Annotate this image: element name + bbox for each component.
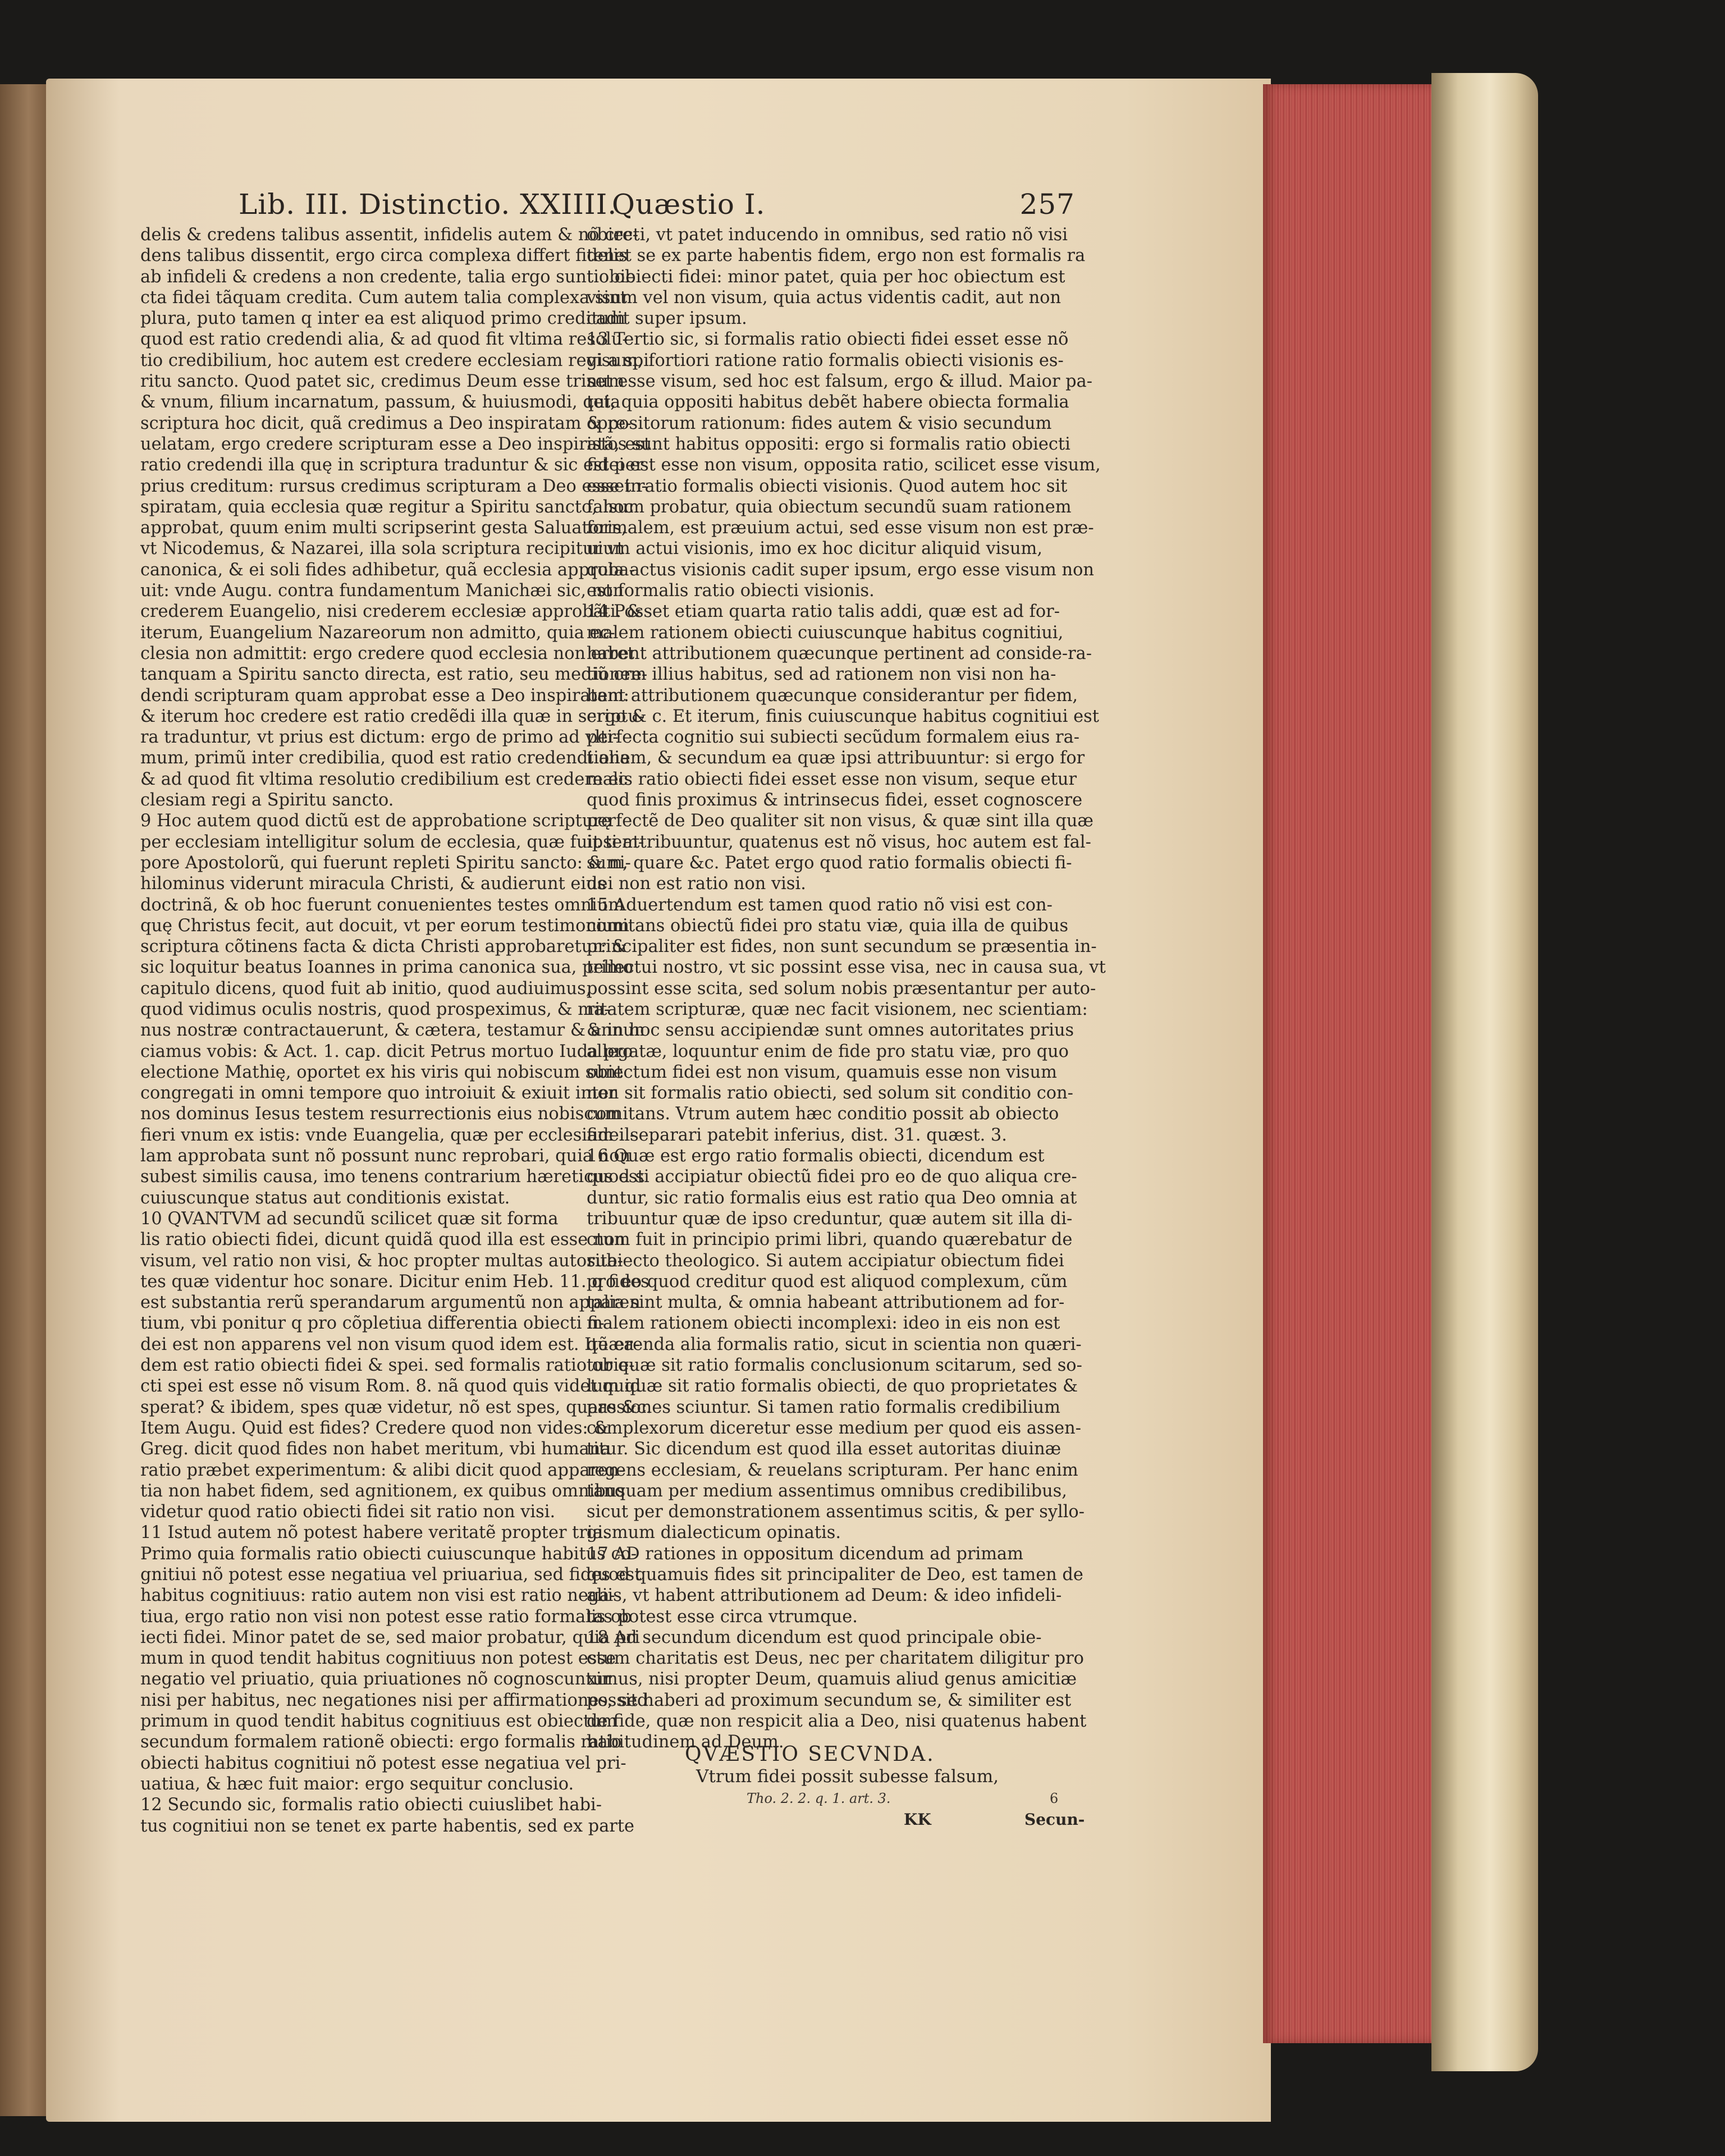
text-line: electione Mathię, oportet ex his viris qui nobiscum sunt bbox=[140, 1062, 623, 1082]
text-line: possint esse scita, sed solum nobis præsentantur per auto- bbox=[587, 978, 1096, 999]
text-line: visum, vel ratio non visi, & hoc propter multas autorita- bbox=[140, 1251, 624, 1271]
red-page-edges bbox=[1263, 84, 1437, 2043]
text-line: ab infideli & credens a non credente, talia ergo sunt obie bbox=[140, 267, 636, 287]
text-line: fidei separari patebit inferius, dist. 31. quæst. 3. bbox=[587, 1125, 1007, 1145]
text-line: crederem Euangelio, nisi crederem ecclesiæ approbãti. & bbox=[140, 602, 642, 622]
text-line: pro eo quod creditur quod est aliquod complexum, cũm bbox=[587, 1271, 1068, 1292]
text-line: 11 Istud autem nõ potest habere veritatẽ propter tria. bbox=[140, 1523, 608, 1543]
text-line: delis & credens talibus assentit, infidelis autem & nõ cre- bbox=[140, 225, 639, 245]
text-line: subiecto theologico. Si autem accipiatur obiectum fidei bbox=[587, 1251, 1064, 1271]
text-line: 18 Ad secundum dicendum est quod principale obie- bbox=[587, 1627, 1042, 1647]
text-line: approbat, quum enim multi scripserint gesta Saluatoris, bbox=[140, 518, 627, 538]
text-line: cadit super ipsum. bbox=[587, 309, 747, 329]
text-line: ctum charitatis est Deus, nec per charitatem diligitur pro bbox=[587, 1649, 1084, 1669]
text-line: ra traduntur, vt prius est dictum: ergo de primo ad vlti- bbox=[140, 727, 619, 748]
text-line: & vnum, filium incarnatum, passum, & huiusmodi, quia bbox=[140, 392, 621, 413]
running-head bbox=[239, 188, 1075, 227]
text-line: hilominus viderunt miracula Christi, & audierunt eius bbox=[140, 874, 606, 894]
text-line: fidei est esse non visum, opposita ratio, scilicet esse visum, bbox=[587, 455, 1101, 475]
text-column-left bbox=[140, 225, 652, 1837]
text-line: tionem illius habitus, sed ad rationem non visi non ha- bbox=[587, 665, 1056, 685]
text-line: ratio credendi illa quę in scriptura traduntur & sic est per bbox=[140, 455, 644, 475]
text-line: obiecti habitus cognitiui nõ potest esse negatiua vel pri- bbox=[140, 1753, 626, 1773]
text-line: uium actui visionis, imo ex hoc dicitur aliquid visum, bbox=[587, 539, 1043, 559]
text-line: tellectui nostro, vt sic possint esse visa, nec in causa sua, vt bbox=[587, 958, 1106, 978]
text-line: sic loquitur beatus Ioannes in prima canonica sua, primo bbox=[140, 958, 633, 978]
text-line: & iterum hoc credere est ratio credẽdi illa quæ in scriptu- bbox=[140, 706, 645, 726]
text-line: 12 Secundo sic, formalis ratio obiecti cuiuslibet habi- bbox=[140, 1795, 602, 1815]
text-line: lis ratio obiecti fidei, dicunt quidã quod illa est esse non bbox=[140, 1230, 626, 1250]
text-line: 17 AD rationes in oppositum dicendum ad primam bbox=[587, 1544, 1023, 1564]
text-line: malem rationem obiecti incomplexi: ideo in eis non est bbox=[587, 1313, 1060, 1334]
text-line: prius creditum: rursus credimus scripturam a Deo esse in- bbox=[140, 476, 647, 496]
text-line: iecti fidei. Minor patet de se, sed maior probatur, quia pri bbox=[140, 1627, 640, 1647]
text-line: 15 Aduertendum est tamen quod ratio nõ visi est con- bbox=[587, 895, 1053, 915]
text-line: allegatæ, loquuntur enim de fide pro statu viæ, pro quo bbox=[587, 1041, 1069, 1061]
text-line: esset ratio formalis obiecti visionis. Quod autem hoc sit bbox=[587, 476, 1068, 496]
text-line: tanquam a Spiritu sancto directa, est ratio, seu mediũ cre- bbox=[140, 665, 648, 685]
running-head-right: Quæstio I. bbox=[612, 188, 766, 221]
text-line: ximus, nisi propter Deum, quamuis aliud genus amicitiæ bbox=[587, 1669, 1077, 1690]
text-line: visum vel non visum, quia actus videntis cadit, aut non bbox=[587, 287, 1061, 308]
text-line: ritatem scripturæ, quæ nec facit visionem, nec scientiam: bbox=[587, 999, 1088, 1019]
text-line: clesia non admittit: ergo credere quod ecclesia non erret bbox=[140, 643, 634, 663]
text-line: comitans. Vtrum autem hæc conditio possit ab obiecto bbox=[587, 1104, 1059, 1124]
text-line: est formalis ratio obiecti visionis. bbox=[587, 581, 875, 601]
text-line: quod finis proximus & intrinsecus fidei, esset cognoscere bbox=[587, 790, 1083, 811]
text-line: 10 QVANTVM ad secundũ scilicet quæ sit forma bbox=[140, 1209, 559, 1229]
text-line: congregati in omni tempore quo introiuit & exiuit inter bbox=[140, 1083, 617, 1104]
text-line: principaliter est fides, non sunt secundum se præsentia in- bbox=[587, 937, 1097, 957]
question-reference: Tho. 2. 2. q. 1. art. 3. bbox=[747, 1791, 891, 1806]
text-line: Greg. dicit quod fides non habet meritum, vbi humana bbox=[140, 1439, 611, 1459]
text-line: formalem, est præuium actui, sed esse visum non est præ- bbox=[587, 518, 1094, 538]
text-line: quærenda alia formalis ratio, sicut in scientia non quæri- bbox=[587, 1334, 1082, 1354]
text-line: subest similis causa, imo tenens contrarium hæreticus est bbox=[140, 1167, 644, 1187]
text-line: falsum probatur, quia obiectum secundũ suam rationem bbox=[587, 497, 1072, 517]
text-line: & in hoc sensu accipiendæ sunt omnes autoritates prius bbox=[587, 1020, 1074, 1041]
text-line: habitudinem ad Deum. bbox=[587, 1732, 784, 1752]
text-line: canonica, & ei soli fides adhibetur, quã ecclesia approba- bbox=[140, 560, 635, 580]
text-line: scriptura hoc dicit, quã credimus a Deo inspiratam & re- bbox=[140, 413, 632, 433]
text-line: ctum fuit in principio primi libri, quando quærebatur de bbox=[587, 1230, 1073, 1250]
text-line: cuiuscunque status aut conditionis existat. bbox=[140, 1188, 510, 1208]
text-line: visum, fortiori ratione ratio formalis obiecti visionis es- bbox=[587, 350, 1064, 370]
text-line: tio obiecti fidei: minor patet, quia per hoc obiectum est bbox=[587, 267, 1065, 287]
text-line: mum, primũ inter credibilia, quod est ratio credendi alia bbox=[140, 748, 630, 768]
text-line: set esse visum, sed hoc est falsum, ergo & illud. Maior pa- bbox=[587, 372, 1092, 392]
text-line: sperat? & ibidem, spes quæ videtur, nõ est spes, quare &c. bbox=[140, 1397, 652, 1417]
text-line: de fide, quæ non respicit alia a Deo, nisi quatenus habent bbox=[587, 1711, 1087, 1732]
text-line: sum, quare &c. Patet ergo quod ratio formalis obiecti fi- bbox=[587, 853, 1072, 873]
text-line: tia non habet fidem, sed agnitionem, ex quibus omnibus bbox=[140, 1481, 625, 1501]
signature-mark: KK bbox=[904, 1810, 931, 1829]
text-line: uit: vnde Augu. contra fundamentum Manichæi sic, non bbox=[140, 581, 624, 601]
text-line: ciamus vobis: & Act. 1. cap. dicit Petrus mortuo Iuda pro bbox=[140, 1041, 633, 1061]
text-line: uatiua, & hæc fuit maior: ergo sequitur conclusio. bbox=[140, 1774, 574, 1794]
text-line: tiua, ergo ratio non visi non potest esse ratio formalis ob bbox=[140, 1606, 632, 1627]
text-line: secundum formalem rationẽ obiecti: ergo formalis ratio bbox=[140, 1732, 622, 1752]
text-line: per ecclesiam intelligitur solum de ecclesia, quæ fuit tem- bbox=[140, 832, 644, 852]
text-line: non sit formalis ratio obiecti, sed solum sit conditio con- bbox=[587, 1083, 1073, 1104]
text-line: lam approbata sunt nõ possunt nunc reprobari, quia non bbox=[140, 1146, 631, 1166]
text-line: habitus cognitiuus: ratio autem non visi est ratio nega- bbox=[140, 1586, 615, 1606]
text-column-right bbox=[587, 225, 1106, 1753]
text-line: dendi scripturam quam approbat esse a Deo inspiratam: bbox=[140, 685, 630, 706]
text-line: spiratam, quia ecclesia quæ regitur a Spiritu sancto, hoc bbox=[140, 497, 634, 517]
text-line: tio credibilium, hoc autem est credere ecclesiam regi a spi bbox=[140, 350, 649, 370]
text-line: oppositorum rationum: fides autem & visio secundum bbox=[587, 413, 1052, 433]
text-line: gnitiui nõ potest esse negatiua vel priuariua, sed fides est bbox=[140, 1565, 642, 1585]
text-line: passiones sciuntur. Si tamen ratio formalis credibilium bbox=[587, 1397, 1060, 1417]
text-line: 16 Quæ est ergo ratio formalis obiecti, dicendum est bbox=[587, 1146, 1045, 1166]
text-line: tanquam per medium assentimus omnibus credibilibus, bbox=[587, 1481, 1067, 1501]
text-line: pore Apostolorũ, qui fuerunt repleti Spiritu sancto: & ni- bbox=[140, 853, 631, 873]
text-line: nos dominus Iesus testem resurrectionis eius nobiscum bbox=[140, 1104, 621, 1124]
text-line: tes quæ videntur hoc sonare. Dicitur enim Heb. 11. q fides bbox=[140, 1271, 649, 1292]
text-line: quę Christus fecit, aut docuit, vt per eorum testimonium bbox=[140, 916, 630, 936]
text-line: gismum dialecticum opinatis. bbox=[587, 1523, 841, 1543]
text-line: bent attributionem quæcunque considerantur per fidem, bbox=[587, 685, 1078, 706]
text-line: nisi per habitus, nec negationes nisi per affirmationes, sed bbox=[140, 1690, 648, 1710]
text-line: capitulo dicens, quod fuit ab initio, quod audiuimus, bbox=[140, 978, 592, 999]
text-line: videtur quod ratio obiecti fidei sit ratio non visi. bbox=[140, 1502, 556, 1522]
folio-number: 257 bbox=[1019, 188, 1075, 221]
text-line: plura, puto tamen q inter ea est aliquod primo creditum bbox=[140, 309, 626, 329]
text-line: regens ecclesiam, & reuelans scripturam. Per hanc enim bbox=[587, 1460, 1078, 1480]
text-line: dei non est ratio non visi. bbox=[587, 874, 806, 894]
text-line: ergo & c. Et iterum, finis cuiuscunque habitus cognitiui est bbox=[587, 706, 1099, 726]
text-line: perfecta cognitio sui subiecti secũdum formalem eius ra- bbox=[587, 727, 1079, 748]
question-heading: QVÆSTIO SECVNDA. bbox=[685, 1743, 935, 1766]
text-line: tribuuntur quæ de ipso creduntur, quæ autem sit illa di- bbox=[587, 1209, 1073, 1229]
text-line: perfectẽ de Deo qualiter sit non visus, & quæ sint illa quæ bbox=[587, 811, 1093, 831]
text-line: tenet se ex parte habentis fidem, ergo non est formalis ra bbox=[587, 246, 1086, 266]
text-line: ratio præbet experimentum: & alibi dicit quod apparen- bbox=[140, 1460, 625, 1480]
text-line: comitans obiectũ fidei pro statu viæ, quia illa de quibus bbox=[587, 916, 1069, 936]
text-line: nus nostræ contractauerunt, & cætera, testamur & annun bbox=[140, 1020, 645, 1041]
text-line: clesiam regi a Spiritu sancto. bbox=[140, 790, 394, 811]
text-line: quod si accipiatur obiectũ fidei pro eo de quo aliqua cre- bbox=[587, 1167, 1077, 1187]
text-line: tus cognitiui non se tenet ex parte habentis, sed ex parte bbox=[140, 1816, 635, 1836]
facing-page-edge bbox=[0, 84, 48, 2116]
text-line: talia sint multa, & omnia habeant attributionem ad for- bbox=[587, 1293, 1065, 1313]
text-line: tionem, & secundum ea quæ ipsi attribuuntur: si ergo for bbox=[587, 748, 1085, 768]
catchword: Secun- bbox=[1024, 1810, 1085, 1829]
text-line: possit haberi ad proximum secundum se, & similiter est bbox=[587, 1690, 1072, 1710]
question-subtitle: Vtrum fidei possit subesse falsum, bbox=[696, 1766, 999, 1787]
text-line: istos sunt habitus oppositi: ergo si formalis ratio obiecti bbox=[587, 434, 1070, 454]
text-line: & ad quod fit vltima resolutio credibilium est credere ec bbox=[140, 769, 628, 789]
text-line: 13 Tertio sic, si formalis ratio obiecti fidei esset esse nõ bbox=[587, 329, 1069, 350]
text-line: quod est ratio credendi alia, & ad quod fit vltima resolu- bbox=[140, 329, 628, 350]
text-line: titur. Sic dicendum est quod illa esset autoritas diuinæ bbox=[587, 1439, 1061, 1459]
text-line: negatio vel priuatio, quia priuationes nõ cognoscuntur bbox=[140, 1669, 612, 1690]
text-line: quod vidimus oculis nostris, quod prospeximus, & ma- bbox=[140, 999, 610, 1019]
text-line: scriptura cõtinens facta & dicta Christi approbaretur: & bbox=[140, 937, 627, 957]
text-line: est substantia rerũ sperandarum argumentũ non apparen bbox=[140, 1293, 640, 1313]
text-line: tet, quia oppositi habitus debẽt habere obiecta formalia bbox=[587, 392, 1069, 413]
text-line: habent attributionem quæcunque pertinent ad conside-ra- bbox=[587, 643, 1092, 663]
question-reference-mark: 6 bbox=[1050, 1791, 1059, 1806]
text-line: vt Nicodemus, & Nazarei, illa sola scriptura recipitur vt bbox=[140, 539, 624, 559]
text-line: dem est ratio obiecti fidei & spei. sed formalis ratio obie- bbox=[140, 1356, 635, 1376]
text-line: tur quæ sit ratio formalis conclusionum scitarum, sed so- bbox=[587, 1356, 1082, 1376]
text-line: tas potest esse circa vtrumque. bbox=[587, 1606, 858, 1627]
text-line: primum in quod tendit habitus cognitiuus est obiectum bbox=[140, 1711, 617, 1732]
text-line: aliis, vt habent attributionem ad Deum: & ideo infideli- bbox=[587, 1586, 1062, 1606]
text-line: duntur, sic ratio formalis eius est ratio qua Deo omnia at bbox=[587, 1188, 1077, 1208]
text-line: cti spei est esse nõ visum Rom. 8. nã quod quis videt quid bbox=[140, 1376, 641, 1397]
text-line: obiecti, vt patet inducendo in omnibus, sed ratio nõ visi bbox=[587, 225, 1068, 245]
text-line: ipsi attribuuntur, quatenus est nõ visus, hoc autem est fal- bbox=[587, 832, 1091, 852]
text-line: fieri vnum ex istis: vnde Euangelia, quæ per ecclesiam il- bbox=[140, 1125, 636, 1145]
text-line: dens talibus dissentit, ergo circa complexa differt fidelis bbox=[140, 246, 628, 266]
vellum-cover bbox=[1431, 73, 1538, 2071]
text-line: tium, vbi ponitur q pro cõpletiua differentia obiecti fi- bbox=[140, 1313, 605, 1334]
text-line: ritu sancto. Quod patet sic, credimus Deum esse trinum bbox=[140, 372, 625, 392]
text-line: uelatam, ergo credere scripturam esse a Deo inspiratã, est bbox=[140, 434, 651, 454]
text-line: cta fidei tãquam credita. Cum autem talia complexa sint bbox=[140, 287, 627, 308]
text-line: iterum, Euangelium Nazareorum non admitto, quia ec- bbox=[140, 622, 615, 643]
text-line: obiectum fidei est non visum, quamuis esse non visum bbox=[587, 1062, 1057, 1082]
text-line: sicut per demonstrationem assentimus scitis, & per syllo- bbox=[587, 1502, 1085, 1522]
text-line: mum in quod tendit habitus cognitiuus non potest esse bbox=[140, 1649, 616, 1669]
text-line: Item Augu. Quid est fides? Credere quod non vides: & bbox=[140, 1418, 609, 1438]
text-line: lum quæ sit ratio formalis obiecti, de quo proprietates & bbox=[587, 1376, 1078, 1397]
text-line: malis ratio obiecti fidei esset esse non visum, seque etur bbox=[587, 769, 1077, 789]
text-line: 14 Posset etiam quarta ratio talis addi, quæ est ad for- bbox=[587, 602, 1060, 622]
text-line: dei est non apparens vel non visum quod idem est. Itẽ ea- bbox=[140, 1334, 640, 1354]
text-line: complexorum diceretur esse medium per quod eis assen- bbox=[587, 1418, 1081, 1438]
running-head-left: Lib. III. Distinctio. XXIIII. bbox=[239, 188, 617, 221]
text-line: malem rationem obiecti cuiuscunque habitus cognitiui, bbox=[587, 622, 1064, 643]
text-line: quod quamuis fides sit principaliter de Deo, est tamen de bbox=[587, 1565, 1083, 1585]
text-line: 9 Hoc autem quod dictũ est de approbatione scripturę bbox=[140, 811, 611, 831]
text-line: quia actus visionis cadit super ipsum, ergo esse visum non bbox=[587, 560, 1094, 580]
text-line: doctrinã, & ob hoc fuerunt conuenientes testes omnium bbox=[140, 895, 625, 915]
text-line: Primo quia formalis ratio obiecti cuiuscunque habitus co- bbox=[140, 1544, 637, 1564]
